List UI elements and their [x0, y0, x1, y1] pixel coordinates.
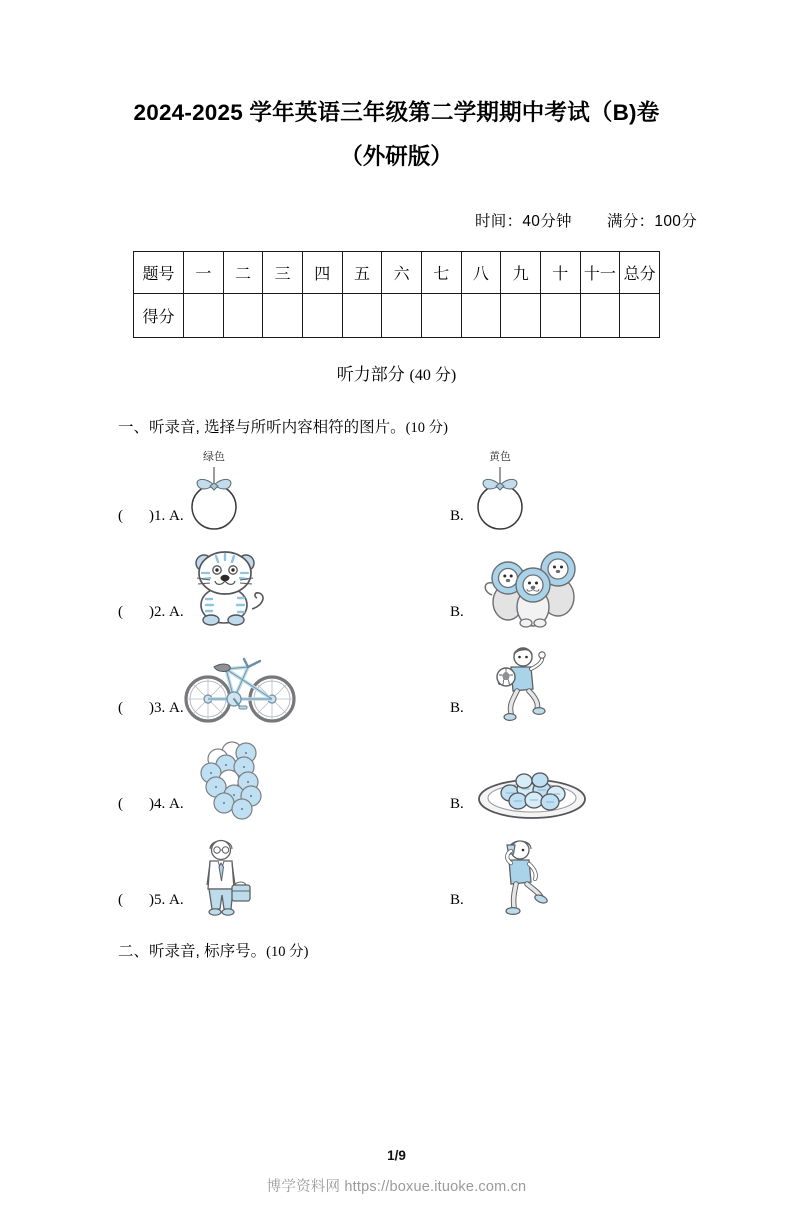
answer-bracket-close: ) — [149, 891, 154, 908]
score-table-col-5: 五 — [342, 251, 382, 293]
score-cell-11[interactable] — [580, 293, 620, 337]
item-number: 1. — [154, 507, 166, 524]
option-b-label: B. — [450, 507, 464, 524]
question-1-points: (10 分) — [405, 419, 448, 436]
answer-bracket-open: ( — [118, 699, 123, 716]
apples-pile-icon — [196, 743, 276, 821]
item-number: 5. — [154, 891, 166, 908]
answer-bracket-open: ( — [118, 603, 123, 620]
lions-icon — [480, 547, 585, 629]
color-label-yellow: 黄色 — [489, 450, 511, 463]
tiger-icon — [180, 547, 272, 629]
question-1-heading — [0, 415, 793, 437]
score-cell-2[interactable] — [223, 293, 263, 337]
score-table-header-row — [134, 251, 660, 293]
score-table-col-4: 四 — [302, 251, 342, 293]
item-1-option-b[interactable] — [450, 508, 464, 525]
option-b-label: B. — [450, 795, 464, 812]
score-table-col-9: 九 — [501, 251, 541, 293]
section-title: 听力部分 — [336, 364, 405, 384]
exam-meta — [0, 209, 793, 231]
item-5-option-b[interactable] — [450, 892, 464, 909]
item-4-option-b[interactable] — [450, 796, 464, 813]
balloon-green-icon — [186, 461, 242, 533]
item-4-option-a[interactable] — [118, 796, 184, 813]
section-header-listening — [0, 360, 793, 385]
answer-bracket-close: ) — [149, 699, 154, 716]
option-b-label: B. — [450, 603, 464, 620]
option-a-label: A. — [169, 699, 184, 716]
title-line-1: 2024-2025 学年英语三年级第二学期期中考试（B)卷 — [133, 100, 660, 125]
score-table-col-3: 三 — [263, 251, 303, 293]
score-table-col-total: 总分 — [620, 251, 660, 293]
question-2-points: (10 分) — [266, 943, 309, 960]
list-item — [0, 729, 793, 825]
full-score-label: 满分：100分 — [607, 212, 697, 230]
score-table-row-label-question: 题号 — [134, 251, 184, 293]
item-2-option-a[interactable] — [118, 604, 184, 621]
answer-bracket-open: ( — [118, 891, 123, 908]
boy-drinking-running-icon — [485, 837, 547, 917]
item-number: 2. — [154, 603, 166, 620]
score-table-col-2: 二 — [223, 251, 263, 293]
question-2-text: 二、听录音, 标序号。 — [118, 942, 267, 960]
item-1-option-a[interactable] — [118, 508, 184, 525]
list-item — [0, 537, 793, 633]
page-footer — [0, 1148, 793, 1196]
score-cell-9[interactable] — [501, 293, 541, 337]
score-table-score-row — [134, 293, 660, 337]
item-number: 3. — [154, 699, 166, 716]
watermark-source: 博学资料网 https://boxue.ituoke.com.cn — [266, 1179, 527, 1195]
answer-bracket-close: ) — [149, 507, 154, 524]
score-table-col-11: 十一 — [580, 251, 620, 293]
football-player-icon — [487, 645, 549, 725]
score-cell-3[interactable] — [263, 293, 303, 337]
item-2-option-b[interactable] — [450, 604, 464, 621]
item-3-option-a[interactable] — [118, 700, 184, 717]
score-table-col-1: 一 — [184, 251, 224, 293]
title-line-2: （外研版） — [340, 144, 453, 170]
option-a-label: A. — [169, 795, 184, 812]
score-table-col-6: 六 — [382, 251, 422, 293]
list-item — [0, 633, 793, 729]
score-table-col-7: 七 — [421, 251, 461, 293]
score-table-col-8: 八 — [461, 251, 501, 293]
plate-of-dumplings-icon — [476, 759, 588, 821]
score-cell-10[interactable] — [540, 293, 580, 337]
question-1-items — [0, 441, 793, 921]
color-label-green: 绿色 — [203, 450, 225, 463]
option-b-label: B. — [450, 891, 464, 908]
question-1-text: 一、听录音, 选择与所听内容相符的图片。 — [118, 418, 406, 436]
answer-bracket-close: ) — [149, 603, 154, 620]
score-cell-1[interactable] — [184, 293, 224, 337]
answer-bracket-open: ( — [118, 795, 123, 812]
option-a-label: A. — [169, 507, 184, 524]
option-a-label: A. — [169, 891, 184, 908]
answer-bracket-close: ) — [149, 795, 154, 812]
score-cell-8[interactable] — [461, 293, 501, 337]
option-a-label: A. — [169, 603, 184, 620]
score-cell-4[interactable] — [302, 293, 342, 337]
item-5-option-a[interactable] — [118, 892, 184, 909]
option-b-label: B. — [450, 699, 464, 716]
list-item — [0, 441, 793, 537]
score-cell-5[interactable] — [342, 293, 382, 337]
score-table-col-10: 十 — [540, 251, 580, 293]
score-table-container — [0, 251, 793, 338]
bicycle-icon — [182, 647, 298, 725]
balloon-yellow-icon — [472, 461, 528, 533]
score-cell-6[interactable] — [382, 293, 422, 337]
question-2-heading — [0, 939, 793, 961]
list-item — [0, 825, 793, 921]
time-limit-label: 时间：40分钟 — [474, 212, 572, 230]
page-number: 1/9 — [387, 1148, 406, 1163]
answer-bracket-open: ( — [118, 507, 123, 524]
score-table-row-label-score: 得分 — [134, 293, 184, 337]
exam-page — [0, 98, 793, 1220]
item-number: 4. — [154, 795, 166, 812]
section-points: (40 分) — [409, 366, 457, 384]
item-3-option-b[interactable] — [450, 700, 464, 717]
score-table — [133, 251, 660, 338]
score-cell-7[interactable] — [421, 293, 461, 337]
score-cell-total[interactable] — [620, 293, 660, 337]
man-with-bag-icon — [196, 835, 254, 917]
page-title — [0, 98, 793, 173]
